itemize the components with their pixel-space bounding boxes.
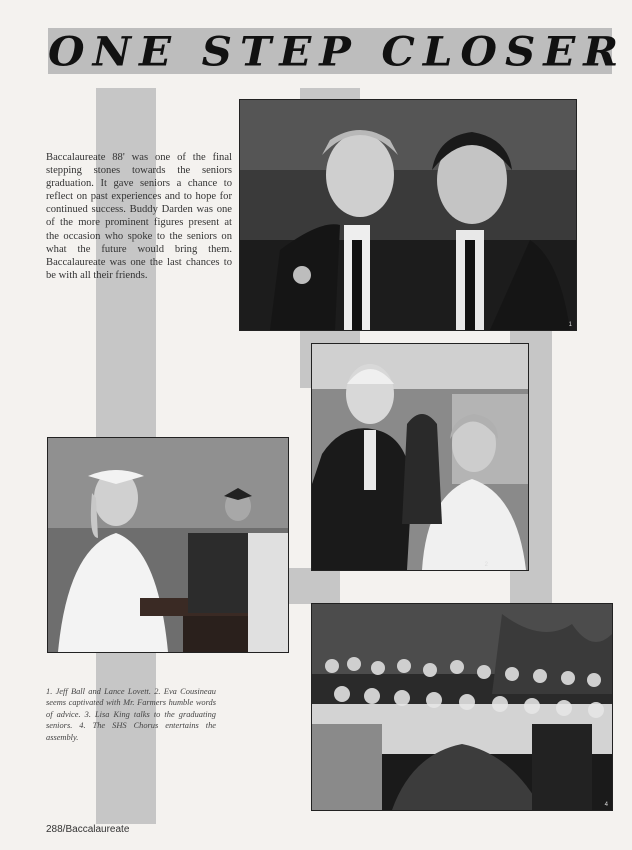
page-footer: 288/Baccalaureate bbox=[46, 824, 130, 835]
photo-2 bbox=[312, 344, 528, 570]
page-title: ONE STEP CLOSER bbox=[48, 28, 627, 75]
photo-caption: 1. Jeff Ball and Lance Lovett. 2. Eva Cousineau seems captivated with Mr. Farmers humble words of advice. 3. Lisa King talks to the graduating seniors. 4. The SHS Chorus entertains the assembly. bbox=[46, 687, 216, 742]
photo-4 bbox=[312, 604, 612, 810]
photo-number-3: 3 bbox=[280, 644, 284, 650]
photo-number-2: 2 bbox=[484, 562, 488, 568]
article-text: Baccalaureate 88' was one of the final stepping stones towards the seniors graduation. It gave seniors a chance to reflect on past experiences and to hope for continued success. Buddy Darden was one of the more prominent figures present at the occasion who spoke to the seniors on what the future would bring them. Baccalaureate was one the last chances to be with all their friends. bbox=[46, 152, 232, 281]
photo-number-4: 4 bbox=[604, 802, 608, 808]
photo-number-1: 1 bbox=[568, 322, 572, 328]
photo-3 bbox=[48, 438, 288, 652]
photo-1 bbox=[240, 100, 576, 330]
